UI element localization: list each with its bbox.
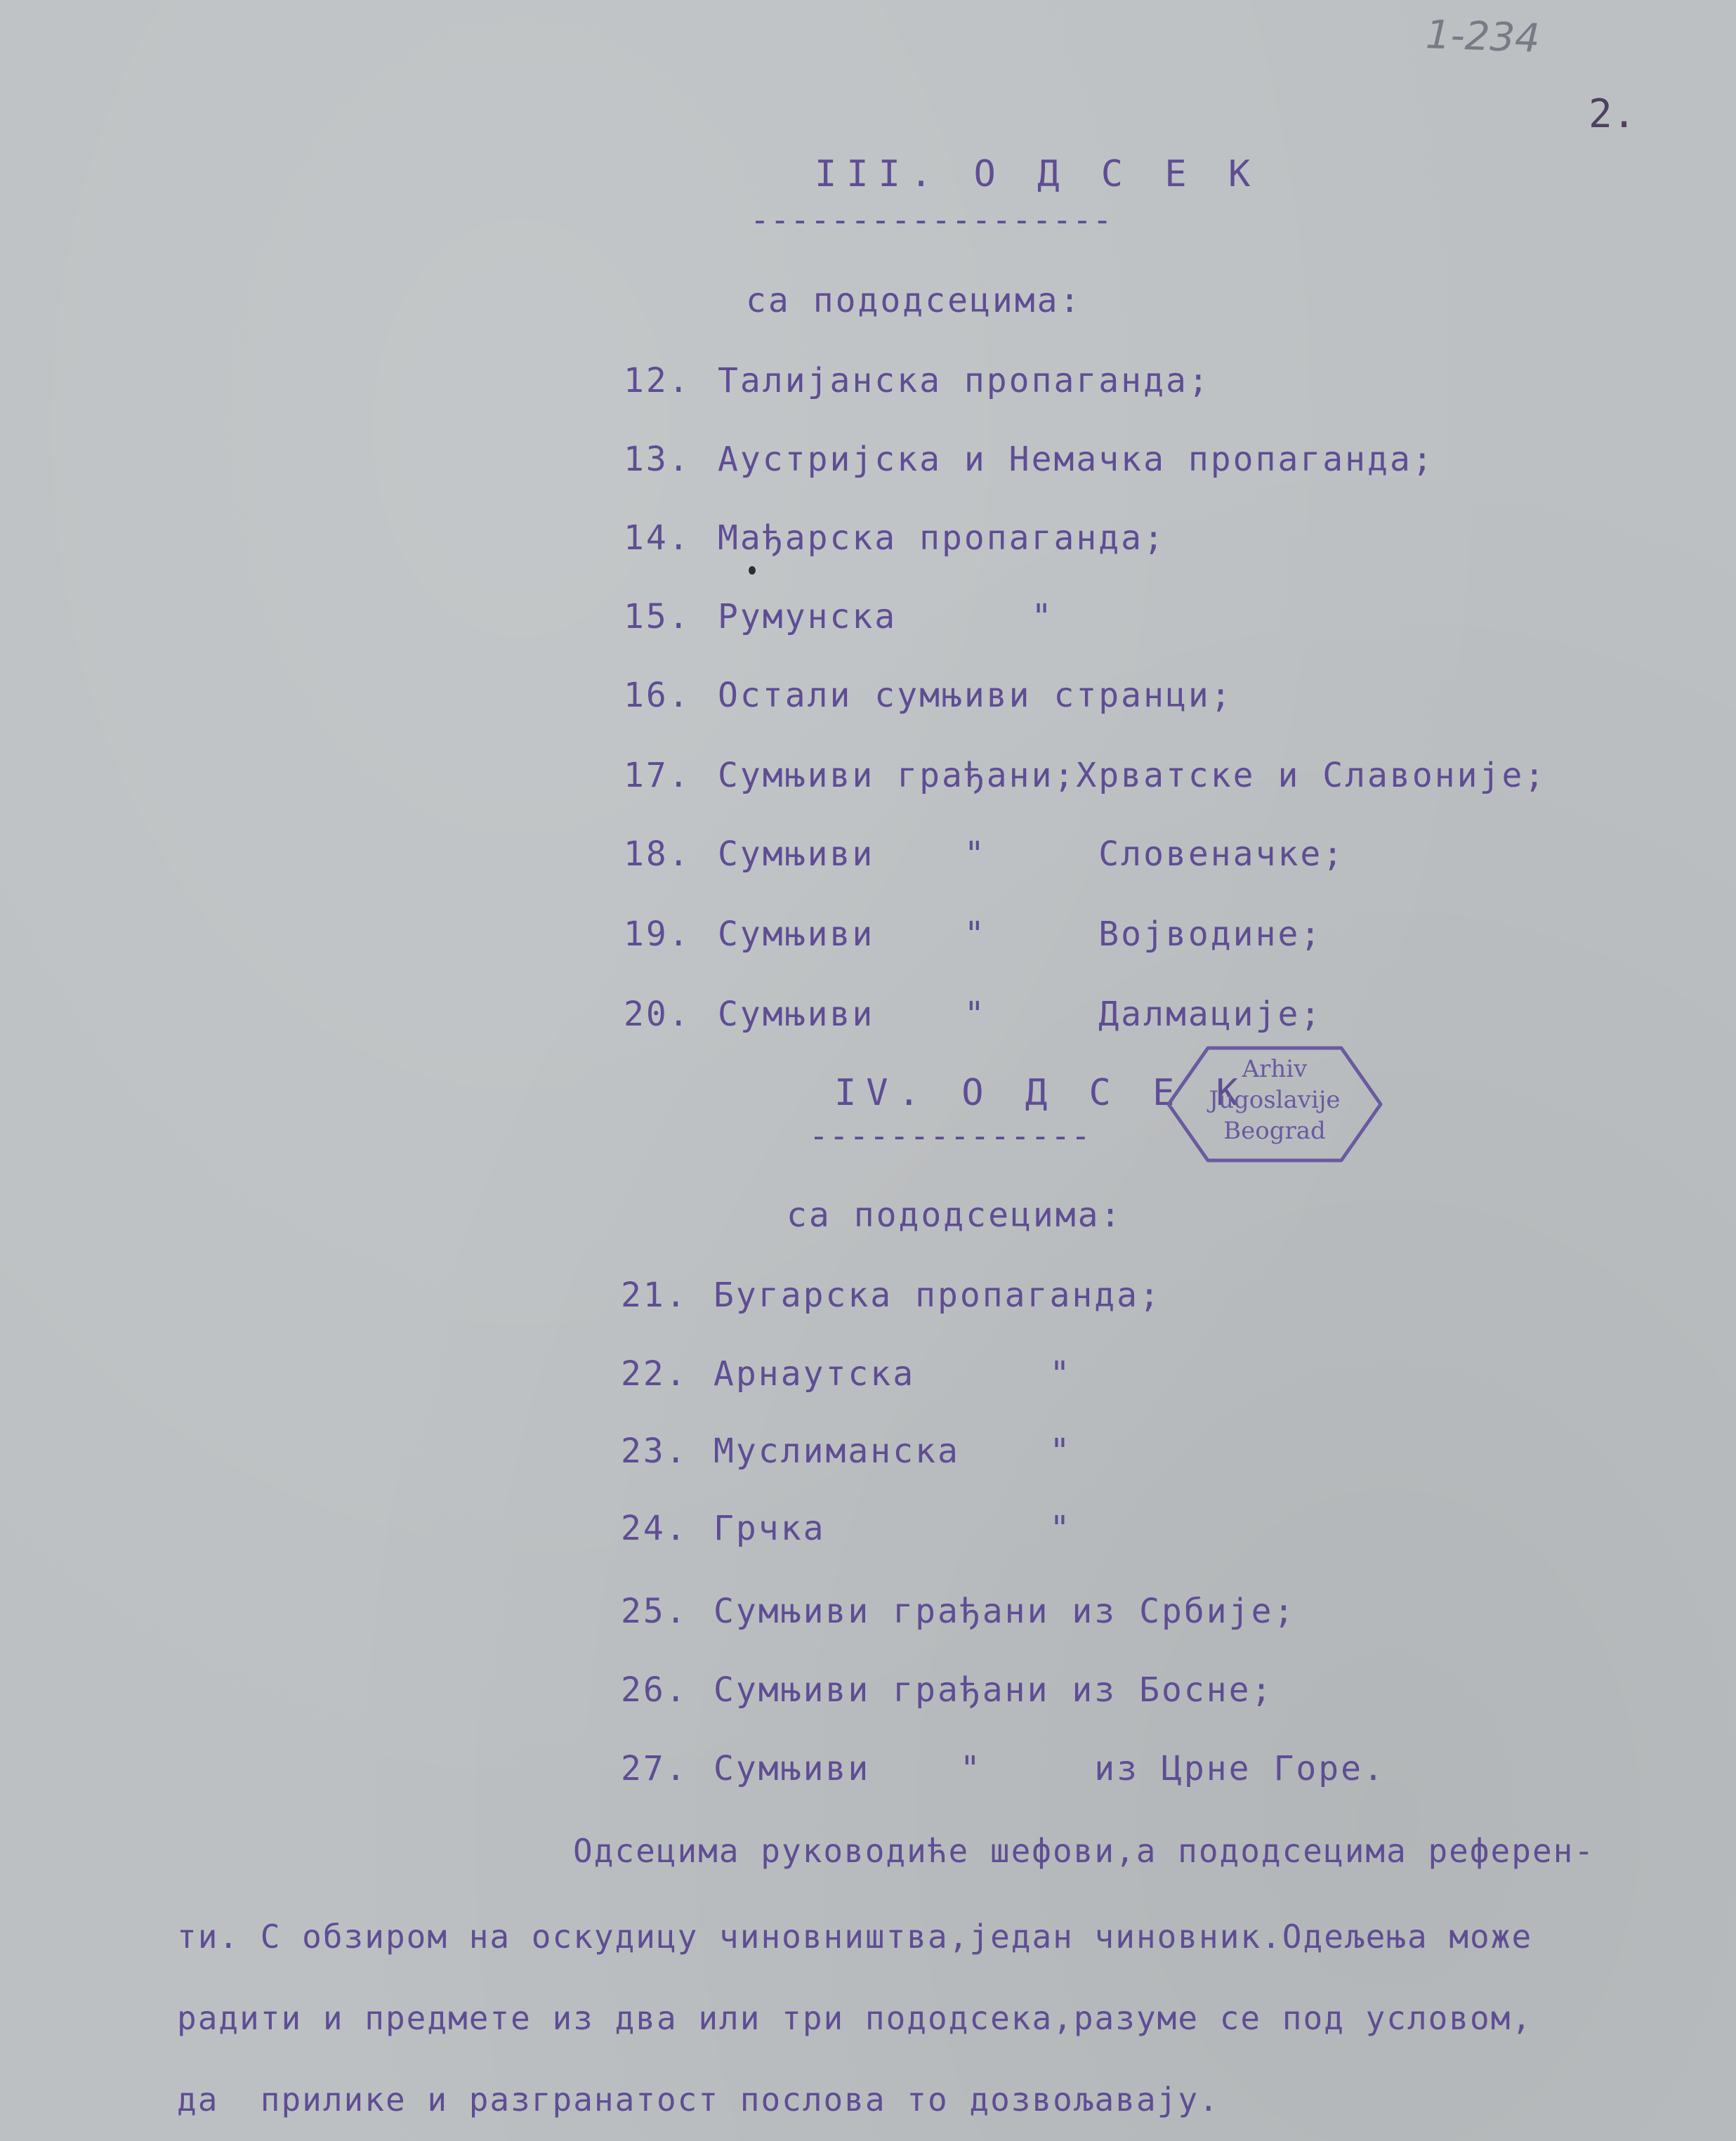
paragraph-line: радити и предмете из два или три пододсека,разуме се под условом,	[177, 1999, 1533, 2037]
list-item-number: 22.	[621, 1354, 688, 1394]
list-item-text: Сумњиви " из Црне Горе.	[714, 1749, 1386, 1788]
list-item-text: Сумњиви грађани;Хрватске и Славоније;	[718, 756, 1547, 795]
list-item-number: 20.	[624, 995, 691, 1034]
list-item-number: 14.	[624, 518, 691, 558]
list-item-text: Сумњиви грађани из Србије;	[714, 1592, 1296, 1631]
list-item-number: 26.	[621, 1670, 688, 1710]
stamp-line: Jugoslavije	[1209, 1086, 1341, 1114]
section-3-subtitle: са пододсецима:	[746, 281, 1082, 320]
list-item-number: 15.	[624, 597, 691, 636]
section-4-subtitle: са пододсецима:	[787, 1196, 1123, 1235]
section-3-title: III. О Д С Е К	[815, 153, 1261, 195]
section-4-underline: --------------	[809, 1117, 1091, 1155]
list-item-text: Аустријска и Немачка пропаганда;	[718, 440, 1435, 479]
list-item-number: 24.	[621, 1509, 688, 1548]
list-item-number: 12.	[624, 361, 691, 400]
page-number: 2.	[1589, 91, 1636, 137]
list-item-number: 19.	[624, 915, 691, 954]
list-item-number: 13.	[624, 440, 691, 479]
list-item-number: 18.	[624, 834, 691, 874]
ink-dot	[749, 566, 756, 575]
list-item-text: Арнаутска "	[714, 1354, 1072, 1394]
archive-stamp	[1166, 1045, 1383, 1163]
list-item-text: Румунска "	[718, 597, 1054, 636]
list-item-text: Грчка "	[714, 1509, 1072, 1548]
list-item-text: Сумњиви " Далмације;	[718, 995, 1323, 1034]
paragraph-line: да прилике и разгранатост послова то дозвољавају.	[177, 2081, 1220, 2119]
list-item-text: Остали сумњиви странци;	[718, 676, 1233, 715]
list-item-number: 16.	[624, 676, 691, 715]
list-item-number: 25.	[621, 1592, 688, 1631]
list-item-text: Сумњиви грађани из Босне;	[714, 1670, 1274, 1710]
list-item-number: 17.	[624, 756, 691, 795]
stamp-line: Beograd	[1223, 1117, 1326, 1145]
list-item-number: 27.	[621, 1749, 688, 1788]
section-4-title: IV. О Д С Е К	[834, 1072, 1248, 1114]
list-item-text: Мађарска пропаганда;	[718, 518, 1166, 558]
list-item-text: Талијанска пропаганда;	[718, 361, 1211, 400]
paragraph-line: ти. С обзиром на оскудицу чиновништва,један чиновник.Одељења може	[177, 1918, 1533, 1956]
list-item-text: Бугарска пропаганда;	[714, 1276, 1162, 1315]
list-item-text: Сумњиви " Словеначке;	[718, 834, 1346, 874]
list-item-number: 23.	[621, 1432, 688, 1471]
archive-number: 1-234	[1424, 12, 1541, 62]
paragraph-line: Одсецима руководиће шефови,а пододсецима референ-	[573, 1832, 1596, 1870]
stamp-line: Arhiv	[1242, 1055, 1308, 1083]
list-item-text: Муслиманска "	[714, 1432, 1072, 1471]
list-item-number: 21.	[621, 1276, 688, 1315]
section-3-underline: ------------------	[750, 201, 1113, 239]
list-item-text: Сумњиви " Војводине;	[718, 915, 1323, 954]
